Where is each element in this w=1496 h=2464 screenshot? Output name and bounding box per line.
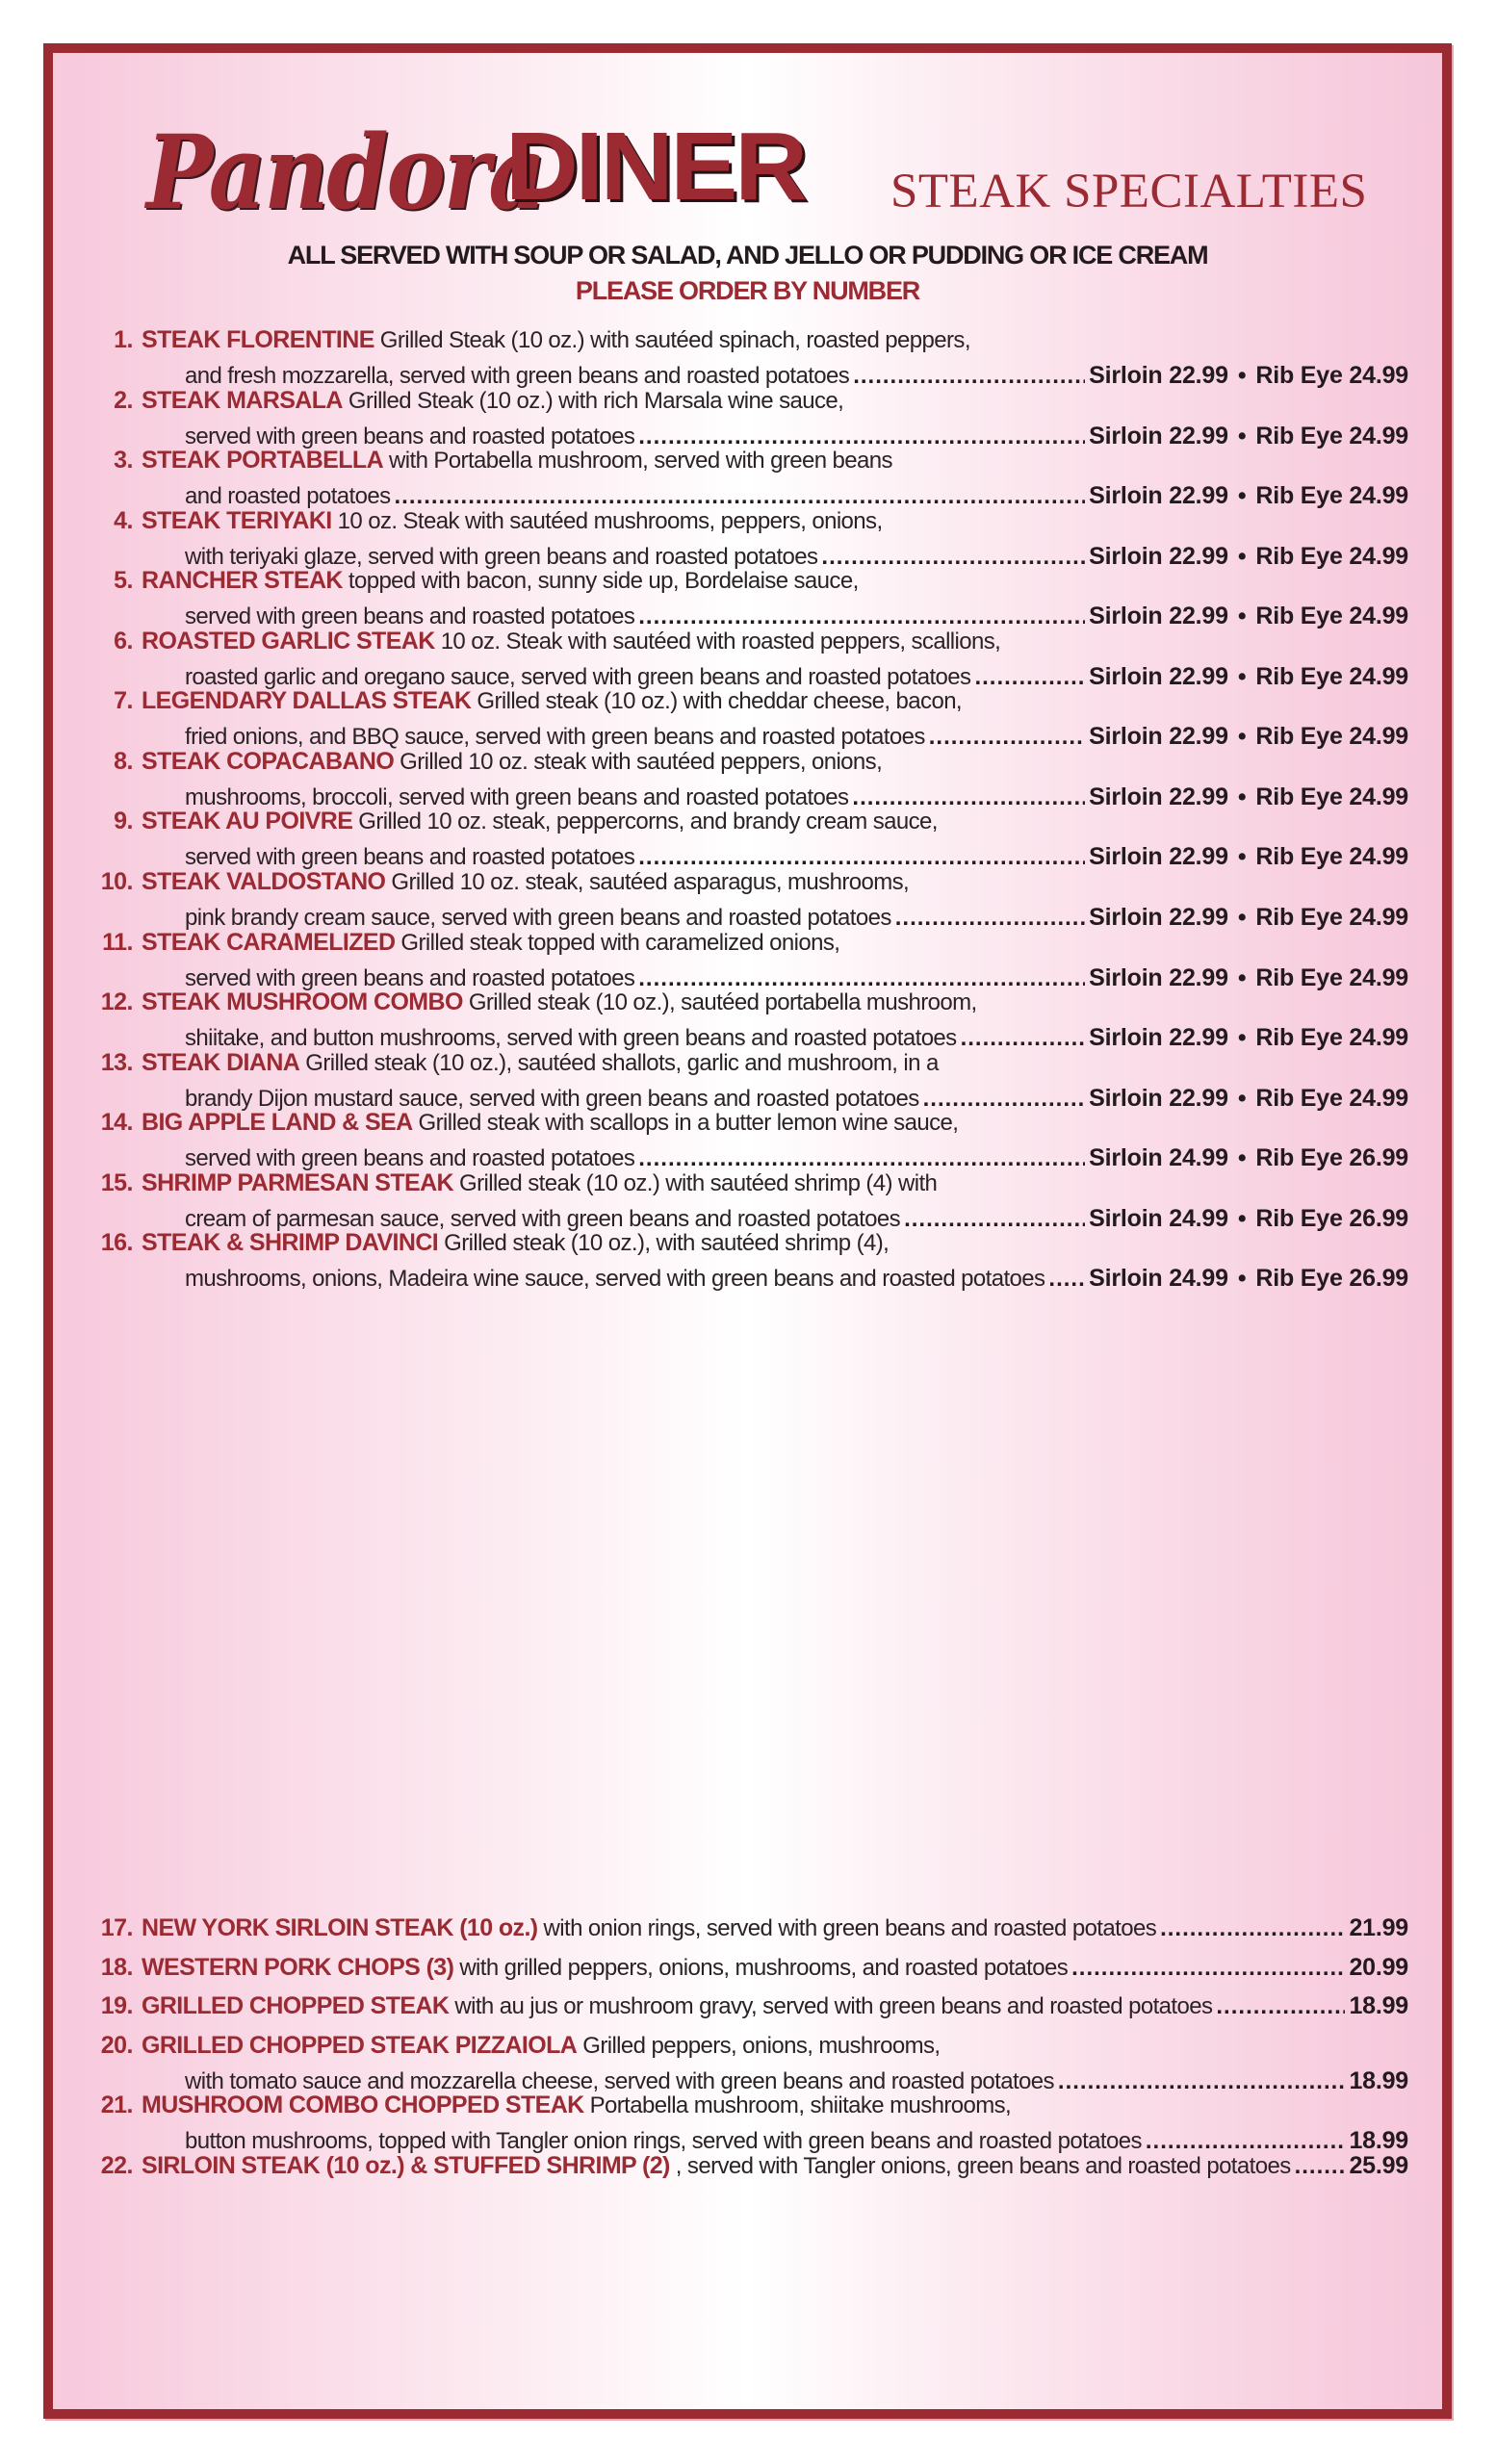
menu-frame xyxy=(43,43,1452,2419)
item-number: 3. xyxy=(114,447,133,475)
bullet-separator: • xyxy=(1237,843,1247,871)
item-price: 25.99 xyxy=(1349,2152,1408,2179)
bullet-separator: • xyxy=(1237,963,1247,991)
item-number: 11. xyxy=(102,928,133,956)
dot-leader xyxy=(1216,1993,1345,2020)
item-price: 20.99 xyxy=(1349,1953,1408,1981)
item-line-1 xyxy=(100,1168,1408,1204)
item-number: 2. xyxy=(114,386,133,414)
item-line-1 xyxy=(100,1048,1408,1084)
dot-leader xyxy=(1160,1915,1345,1942)
item-description: with onion rings, served with green beans and roasted potatoes xyxy=(543,1915,1157,1941)
item-description: topped with bacon, sunny side up, Bordelaise sauce, xyxy=(348,568,859,595)
item-line-1 xyxy=(102,928,1408,963)
ribeye-price: Rib Eye 26.99 xyxy=(1255,1265,1408,1293)
item-description-cont: served with green beans and roasted potatoes xyxy=(185,603,635,630)
ribeye-price: Rib Eye 24.99 xyxy=(1255,963,1408,991)
item-name: WESTERN PORK CHOPS (3) xyxy=(142,1953,454,1981)
item-description: Grilled steak (10 oz.), sautéed shallots, garlic and mushroom, in a xyxy=(305,1049,939,1076)
item-name: SIRLOIN STEAK (10 oz.) & STUFFED SHRIMP (2) xyxy=(142,2152,670,2179)
bullet-separator: • xyxy=(1237,783,1247,810)
ribeye-price: Rib Eye 24.99 xyxy=(1255,1024,1408,1052)
sirloin-price: Sirloin 22.99 xyxy=(1089,903,1228,931)
bullet-separator: • xyxy=(1237,482,1247,510)
item-description: Grilled steak (10 oz.), sautéed portabella mushroom, xyxy=(468,989,977,1016)
item-description: Grilled steak (10 oz.) with cheddar cheese, bacon, xyxy=(477,688,963,715)
bullet-separator: • xyxy=(1237,1204,1247,1232)
item-name: STEAK VALDOSTANO xyxy=(142,867,386,895)
item-line-1 xyxy=(100,1109,1408,1143)
item-line-1 xyxy=(100,1914,1408,1949)
sirloin-price: Sirloin 22.99 xyxy=(1089,1024,1228,1052)
item-description-cont: mushrooms, onions, Madeira wine sauce, served with green beans and roasted potatoes xyxy=(185,1266,1045,1293)
item-number: 18. xyxy=(100,1953,133,1981)
item-line-1 xyxy=(114,447,1408,481)
dot-leader xyxy=(1295,2153,1346,2180)
item-line-1 xyxy=(100,1992,1408,2027)
item-description: , served with Tangler onions, green beans and roasted potatoes xyxy=(675,2153,1291,2179)
bullet-separator: • xyxy=(1237,662,1247,690)
item-name: STEAK DIANA xyxy=(142,1048,300,1076)
sirloin-price: Sirloin 22.99 xyxy=(1089,362,1228,389)
item-name: STEAK FLORENTINE xyxy=(142,326,374,353)
ribeye-price: Rib Eye 26.99 xyxy=(1255,1204,1408,1232)
item-description: Grilled 10 oz. steak, peppercorns, and brandy cream sauce, xyxy=(358,808,938,835)
item-number: 16. xyxy=(100,1229,133,1257)
item-line-1 xyxy=(114,687,1408,722)
sirloin-price: Sirloin 22.99 xyxy=(1089,843,1228,871)
brand-script-logo: Pandora xyxy=(146,113,544,233)
item-price: 18.99 xyxy=(1349,1992,1408,2019)
ribeye-price: Rib Eye 24.99 xyxy=(1255,783,1408,810)
item-line-1 xyxy=(114,747,1408,783)
served-with-notice: ALL SERVED WITH SOUP OR SALAD, AND JELLO OR PUDDING OR ICE CREAM xyxy=(287,241,1208,270)
item-price: 18.99 xyxy=(1349,2127,1408,2154)
item-number: 14. xyxy=(100,1109,133,1137)
item-name: STEAK PORTABELLA xyxy=(142,447,384,475)
item-description: 10 oz. Steak with sautéed mushrooms, peppers, onions, xyxy=(337,507,883,534)
ribeye-price: Rib Eye 26.99 xyxy=(1255,1144,1408,1172)
bullet-separator: • xyxy=(1237,1265,1247,1293)
item-number: 15. xyxy=(100,1168,133,1196)
item-name: STEAK COPACABANO xyxy=(142,747,395,775)
bullet-separator: • xyxy=(1237,603,1247,630)
item-description: 10 oz. Steak with sautéed with roasted peppers, scallions, xyxy=(440,628,1001,654)
item-line-1 xyxy=(100,867,1408,903)
item-description: Portabella mushroom, shiitake mushrooms, xyxy=(589,2092,1012,2118)
ribeye-price: Rib Eye 24.99 xyxy=(1255,422,1408,449)
item-description-cont: served with green beans and roasted potatoes xyxy=(185,1145,635,1172)
ribeye-price: Rib Eye 24.99 xyxy=(1255,542,1408,570)
item-name: STEAK AU POIVRE xyxy=(142,808,353,835)
ribeye-price: Rib Eye 24.99 xyxy=(1255,1084,1408,1112)
item-description: with Portabella mushroom, served with green beans xyxy=(389,448,892,475)
item-number: 1. xyxy=(114,326,133,353)
sirloin-price: Sirloin 22.99 xyxy=(1089,603,1228,630)
item-line-1 xyxy=(100,988,1408,1023)
item-description-cont: shiitake, and button mushrooms, served with green beans and roasted potatoes xyxy=(185,1025,957,1052)
item-line-1 xyxy=(114,627,1408,662)
brand-block-logo: DINER xyxy=(505,113,805,220)
item-name: LEGENDARY DALLAS STEAK xyxy=(142,687,472,715)
item-description-cont: and roasted potatoes xyxy=(185,483,391,510)
item-description-cont: with teriyaki glaze, served with green beans and roasted potatoes xyxy=(185,543,818,570)
item-name: RANCHER STEAK xyxy=(142,567,343,595)
bullet-separator: • xyxy=(1237,903,1247,931)
item-number: 20. xyxy=(100,2031,133,2059)
item-number: 13. xyxy=(100,1048,133,1076)
item-description-cont: and fresh mozzarella, served with green beans and roasted potatoes xyxy=(185,363,850,389)
item-description-cont: served with green beans and roasted potatoes xyxy=(185,844,635,871)
item-line-1 xyxy=(114,567,1408,602)
item-line-2 xyxy=(185,1265,1408,1299)
bullet-separator: • xyxy=(1237,1084,1247,1112)
item-number: 12. xyxy=(100,988,133,1016)
item-line-1 xyxy=(114,326,1408,361)
item-price: 21.99 xyxy=(1349,1914,1408,1941)
item-line-1 xyxy=(100,2092,1408,2126)
sirloin-price: Sirloin 24.99 xyxy=(1089,1144,1228,1172)
item-name: GRILLED CHOPPED STEAK PIZZAIOLA xyxy=(142,2031,578,2059)
order-by-number-note: PLEASE ORDER BY NUMBER xyxy=(575,276,920,305)
item-name: STEAK MARSALA xyxy=(142,386,343,414)
item-description: Grilled Steak (10 oz.) with sautéed spinach, roasted peppers, xyxy=(379,327,970,353)
item-description-cont: button mushrooms, topped with Tangler onion rings, served with green beans and roasted potatoes xyxy=(185,2128,1142,2154)
sirloin-price: Sirloin 22.99 xyxy=(1089,482,1228,510)
sirloin-price: Sirloin 22.99 xyxy=(1089,723,1228,751)
item-description: Grilled peppers, onions, mushrooms, xyxy=(582,2032,941,2059)
item-line-1 xyxy=(100,1953,1408,1989)
item-number: 17. xyxy=(100,1914,133,1941)
sirloin-price: Sirloin 24.99 xyxy=(1089,1204,1228,1232)
section-title: STEAK SPECIALTIES xyxy=(890,165,1368,218)
item-line-1 xyxy=(100,2031,1408,2066)
item-name: STEAK TERIYAKI xyxy=(142,506,332,534)
item-price: 18.99 xyxy=(1349,2066,1408,2094)
item-number: 7. xyxy=(114,687,133,715)
ribeye-price: Rib Eye 24.99 xyxy=(1255,362,1408,389)
item-line-1 xyxy=(100,2152,1408,2187)
item-description-cont: pink brandy cream sauce, served with green beans and roasted potatoes xyxy=(185,904,891,931)
item-description: with au jus or mushroom gravy, served with green beans and roasted potatoes xyxy=(454,1993,1213,2019)
ribeye-price: Rib Eye 24.99 xyxy=(1255,843,1408,871)
sirloin-price: Sirloin 22.99 xyxy=(1089,1084,1228,1112)
item-description-cont: fried onions, and BBQ sauce, served with green beans and roasted potatoes xyxy=(185,724,925,751)
item-line-1 xyxy=(100,1229,1408,1264)
item-description-cont: served with green beans and roasted potatoes xyxy=(185,964,635,991)
item-description: Grilled steak with scallops in a butter lemon wine sauce, xyxy=(418,1110,959,1137)
item-description: Grilled 10 oz. steak with sautéed peppers, onions, xyxy=(400,748,883,775)
item-description: Grilled steak topped with caramelized onions, xyxy=(400,929,840,956)
item-number: 5. xyxy=(114,567,133,595)
item-description: Grilled steak (10 oz.) with sautéed shrimp (4) with xyxy=(459,1169,938,1196)
item-number: 21. xyxy=(100,2092,133,2118)
item-name: ROASTED GARLIC STEAK xyxy=(142,627,435,654)
sirloin-price: Sirloin 22.99 xyxy=(1089,542,1228,570)
item-number: 9. xyxy=(114,808,133,835)
item-name: STEAK & SHRIMP DAVINCI xyxy=(142,1229,439,1257)
item-description-cont: served with green beans and roasted potatoes xyxy=(185,423,635,449)
item-line-1 xyxy=(114,386,1408,422)
item-description-cont: mushrooms, broccoli, served with green beans and roasted potatoes xyxy=(185,783,849,810)
item-name: STEAK MUSHROOM COMBO xyxy=(142,988,463,1016)
ribeye-price: Rib Eye 24.99 xyxy=(1255,723,1408,751)
ribeye-price: Rib Eye 24.99 xyxy=(1255,903,1408,931)
item-number: 19. xyxy=(100,1992,133,2019)
dot-leader xyxy=(1146,2128,1346,2155)
item-description: with grilled peppers, onions, mushrooms, and roasted potatoes xyxy=(459,1954,1069,1981)
ribeye-price: Rib Eye 24.99 xyxy=(1255,662,1408,690)
item-name: BIG APPLE LAND & SEA xyxy=(142,1109,413,1137)
item-line-1 xyxy=(114,808,1408,842)
bullet-separator: • xyxy=(1237,1024,1247,1052)
item-number: 4. xyxy=(114,506,133,534)
menu-header xyxy=(53,91,1442,233)
sirloin-price: Sirloin 22.99 xyxy=(1089,963,1228,991)
bullet-separator: • xyxy=(1237,1144,1247,1172)
item-description-cont: roasted garlic and oregano sauce, served with green beans and roasted potatoes xyxy=(185,663,971,690)
dot-leader xyxy=(1071,1955,1345,1982)
item-line-1 xyxy=(114,506,1408,542)
sirloin-price: Sirloin 22.99 xyxy=(1089,662,1228,690)
item-number: 10. xyxy=(100,867,133,895)
item-number: 6. xyxy=(114,627,133,654)
item-number: 22. xyxy=(100,2152,133,2179)
bullet-separator: • xyxy=(1237,723,1247,751)
item-description-cont: with tomato sauce and mozzarella cheese, served with green beans and roasted potatoes xyxy=(185,2067,1054,2094)
bullet-separator: • xyxy=(1237,422,1247,449)
bullet-separator: • xyxy=(1237,542,1247,570)
item-description: Grilled Steak (10 oz.) with rich Marsala wine sauce, xyxy=(348,387,844,414)
dot-leader xyxy=(1048,1266,1085,1293)
item-description-cont: cream of parmesan sauce, served with green beans and roasted potatoes xyxy=(185,1205,901,1232)
ribeye-price: Rib Eye 24.99 xyxy=(1255,603,1408,630)
item-name: NEW YORK SIRLOIN STEAK (10 oz.) xyxy=(142,1914,538,1941)
item-name: SHRIMP PARMESAN STEAK xyxy=(142,1168,454,1196)
item-number: 8. xyxy=(114,747,133,775)
sirloin-price: Sirloin 22.99 xyxy=(1089,783,1228,810)
item-name: STEAK CARAMELIZED xyxy=(142,928,396,956)
item-name: MUSHROOM COMBO CHOPPED STEAK xyxy=(142,2092,584,2118)
item-description-cont: brandy Dijon mustard sauce, served with green beans and roasted potatoes xyxy=(185,1085,919,1112)
sirloin-price: Sirloin 24.99 xyxy=(1089,1265,1228,1293)
bullet-separator: • xyxy=(1237,362,1247,389)
item-name: GRILLED CHOPPED STEAK xyxy=(142,1992,450,2019)
sirloin-price: Sirloin 22.99 xyxy=(1089,422,1228,449)
ribeye-price: Rib Eye 24.99 xyxy=(1255,482,1408,510)
item-description: Grilled 10 oz. steak, sautéed asparagus, mushrooms, xyxy=(391,868,910,895)
item-description: Grilled steak (10 oz.), with sautéed shrimp (4), xyxy=(444,1230,890,1257)
